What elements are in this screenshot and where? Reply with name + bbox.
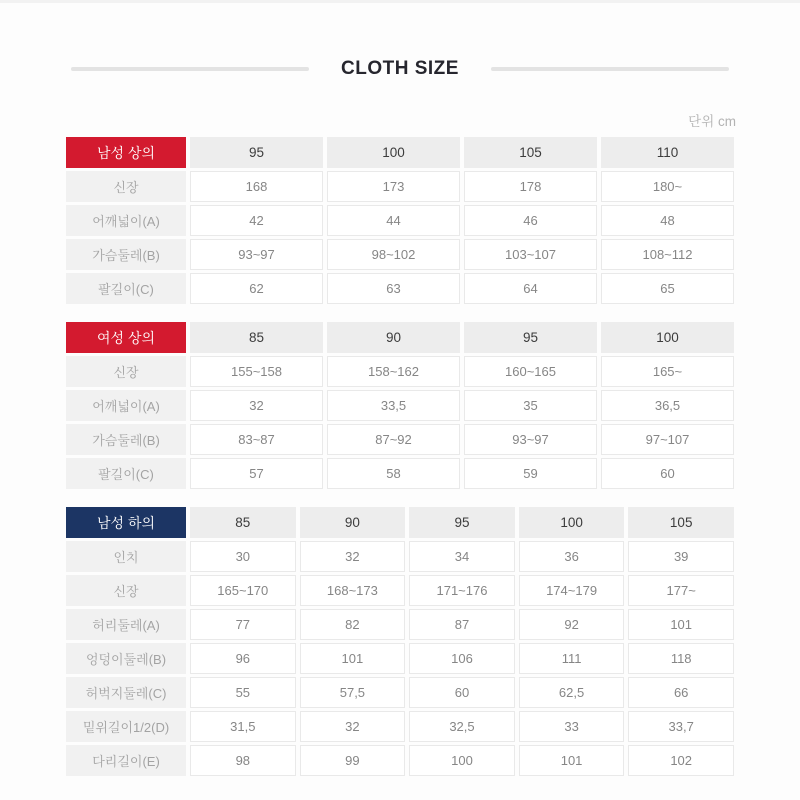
size-column-header: 100: [327, 137, 460, 168]
table-row: [66, 677, 734, 708]
value-cell: 92: [519, 609, 625, 640]
size-column-header: 100: [601, 322, 734, 353]
row-label: 팔길이(C): [66, 273, 186, 304]
value-cell: 98~102: [327, 239, 460, 270]
table-row: [66, 541, 734, 572]
value-cell: 33,5: [327, 390, 460, 421]
table-header-row: [66, 137, 734, 168]
value-cell: 111: [519, 643, 625, 674]
table-title: 여성 상의: [66, 322, 186, 353]
size-column-header: 110: [601, 137, 734, 168]
value-cell: 57,5: [300, 677, 406, 708]
value-cell: 32: [300, 711, 406, 742]
value-cell: 101: [628, 609, 734, 640]
title-divider-left: [71, 67, 309, 71]
row-label: 다리길이(E): [66, 745, 186, 776]
value-cell: 100: [409, 745, 515, 776]
value-cell: 63: [327, 273, 460, 304]
value-cell: 33,7: [628, 711, 734, 742]
table-row: [66, 171, 734, 202]
row-label: 가슴둘레(B): [66, 239, 186, 270]
value-cell: 165~: [601, 356, 734, 387]
size-column-header: 95: [190, 137, 323, 168]
value-cell: 108~112: [601, 239, 734, 270]
size-tables-container: [62, 134, 738, 779]
size-table-2: [62, 504, 738, 779]
value-cell: 173: [327, 171, 460, 202]
size-column-header: 85: [190, 507, 296, 538]
value-cell: 103~107: [464, 239, 597, 270]
value-cell: 96: [190, 643, 296, 674]
value-cell: 98: [190, 745, 296, 776]
table-row: [66, 575, 734, 606]
value-cell: 158~162: [327, 356, 460, 387]
value-cell: 118: [628, 643, 734, 674]
value-cell: 97~107: [601, 424, 734, 455]
table-row: [66, 711, 734, 742]
value-cell: 58: [327, 458, 460, 489]
value-cell: 30: [190, 541, 296, 572]
value-cell: 77: [190, 609, 296, 640]
size-column-header: 90: [327, 322, 460, 353]
title-band: [0, 58, 800, 80]
value-cell: 83~87: [190, 424, 323, 455]
table-title: 남성 상의: [66, 137, 186, 168]
value-cell: 101: [300, 643, 406, 674]
value-cell: 168~173: [300, 575, 406, 606]
table-row: [66, 273, 734, 304]
value-cell: 60: [601, 458, 734, 489]
value-cell: 57: [190, 458, 323, 489]
unit-label: 단위 cm: [688, 114, 736, 129]
table-row: [66, 745, 734, 776]
size-table-0: [62, 134, 738, 307]
table-row: [66, 356, 734, 387]
top-hairline: [0, 0, 800, 3]
value-cell: 87: [409, 609, 515, 640]
size-chart-content: [62, 110, 738, 779]
value-cell: 82: [300, 609, 406, 640]
table-row: [66, 643, 734, 674]
value-cell: 87~92: [327, 424, 460, 455]
row-label: 엉덩이둘레(B): [66, 643, 186, 674]
table-row: [66, 239, 734, 270]
value-cell: 106: [409, 643, 515, 674]
row-label: 팔길이(C): [66, 458, 186, 489]
value-cell: 155~158: [190, 356, 323, 387]
page-title: CLOTH SIZE: [341, 58, 459, 79]
size-column-header: 100: [519, 507, 625, 538]
row-label: 밑위길이1/2(D): [66, 711, 186, 742]
value-cell: 55: [190, 677, 296, 708]
value-cell: 39: [628, 541, 734, 572]
value-cell: 180~: [601, 171, 734, 202]
value-cell: 35: [464, 390, 597, 421]
size-column-header: 105: [464, 137, 597, 168]
value-cell: 165~170: [190, 575, 296, 606]
value-cell: 65: [601, 273, 734, 304]
value-cell: 62,5: [519, 677, 625, 708]
value-cell: 31,5: [190, 711, 296, 742]
row-label: 신장: [66, 171, 186, 202]
value-cell: 48: [601, 205, 734, 236]
row-label: 신장: [66, 356, 186, 387]
value-cell: 64: [464, 273, 597, 304]
table-row: [66, 609, 734, 640]
value-cell: 160~165: [464, 356, 597, 387]
value-cell: 34: [409, 541, 515, 572]
value-cell: 101: [519, 745, 625, 776]
value-cell: 46: [464, 205, 597, 236]
table-row: [66, 458, 734, 489]
title-divider-right: [491, 67, 729, 71]
table-header-row: [66, 322, 734, 353]
value-cell: 32,5: [409, 711, 515, 742]
value-cell: 177~: [628, 575, 734, 606]
row-label: 인치: [66, 541, 186, 572]
value-cell: 32: [190, 390, 323, 421]
value-cell: 60: [409, 677, 515, 708]
row-label: 허리둘레(A): [66, 609, 186, 640]
value-cell: 178: [464, 171, 597, 202]
value-cell: 44: [327, 205, 460, 236]
value-cell: 66: [628, 677, 734, 708]
value-cell: 99: [300, 745, 406, 776]
value-cell: 93~97: [190, 239, 323, 270]
size-column-header: 105: [628, 507, 734, 538]
row-label: 어깨넓이(A): [66, 390, 186, 421]
value-cell: 33: [519, 711, 625, 742]
value-cell: 174~179: [519, 575, 625, 606]
size-column-header: 95: [464, 322, 597, 353]
table-row: [66, 390, 734, 421]
size-column-header: 95: [409, 507, 515, 538]
row-label: 가슴둘레(B): [66, 424, 186, 455]
row-label: 신장: [66, 575, 186, 606]
value-cell: 36: [519, 541, 625, 572]
value-cell: 62: [190, 273, 323, 304]
row-label: 허벅지둘레(C): [66, 677, 186, 708]
value-cell: 36,5: [601, 390, 734, 421]
value-cell: 59: [464, 458, 597, 489]
table-title: 남성 하의: [66, 507, 186, 538]
table-row: [66, 205, 734, 236]
table-header-row: [66, 507, 734, 538]
size-column-header: 85: [190, 322, 323, 353]
value-cell: 32: [300, 541, 406, 572]
value-cell: 93~97: [464, 424, 597, 455]
size-table-1: [62, 319, 738, 492]
value-cell: 171~176: [409, 575, 515, 606]
size-column-header: 90: [300, 507, 406, 538]
row-label: 어깨넓이(A): [66, 205, 186, 236]
table-row: [66, 424, 734, 455]
value-cell: 42: [190, 205, 323, 236]
value-cell: 168: [190, 171, 323, 202]
value-cell: 102: [628, 745, 734, 776]
